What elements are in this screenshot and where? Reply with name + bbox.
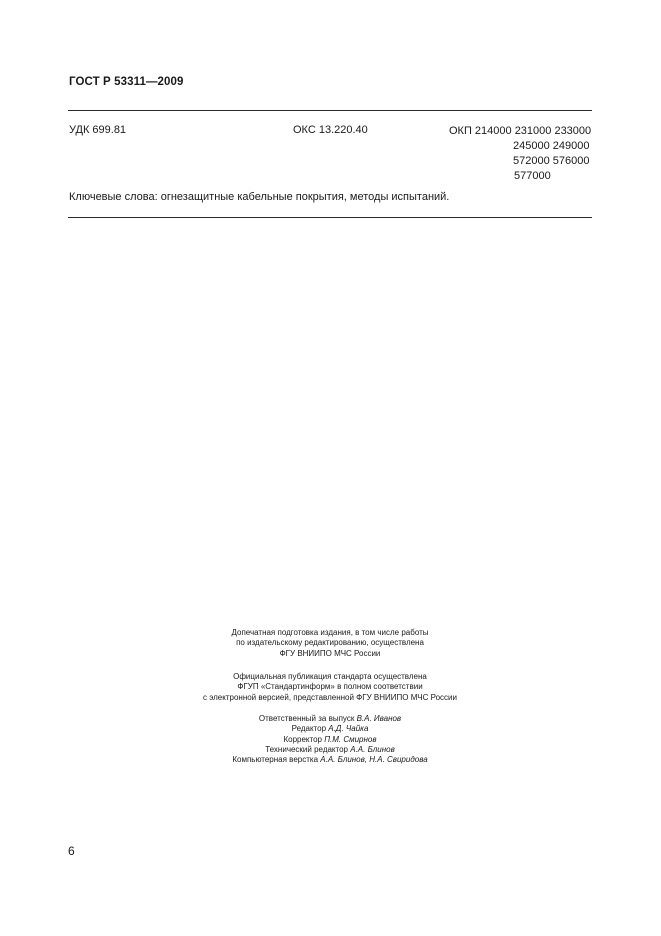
credit-role: Компьютерная верстка xyxy=(232,755,319,765)
top-divider xyxy=(68,110,592,111)
udk-code: УДК 699.81 xyxy=(69,124,127,136)
colophon-credits xyxy=(130,714,530,765)
okp-line: 577000 xyxy=(514,170,551,182)
okp-line: 245000 249000 xyxy=(513,140,590,152)
colophon-line: Допечатная подготовка издания, в том числе работы xyxy=(231,628,429,637)
colophon-line: Официальная публикация стандарта осуществлена xyxy=(233,672,427,681)
credit-role: Ответственный за выпуск xyxy=(258,714,355,723)
page-number: 6 xyxy=(68,844,75,858)
credit-role: Корректор xyxy=(283,734,322,744)
colophon-line: с электронной версией, представленной ФГУ ВНИИПО МЧС России xyxy=(203,692,457,702)
credit-role: Технический редактор xyxy=(265,744,348,754)
okp-line: 572000 576000 xyxy=(513,155,590,167)
credit-name: А.А. Блинов, Н.А. Свиридова xyxy=(320,755,428,765)
okp-codes xyxy=(449,124,594,184)
keywords-line: Ключевые слова: огнезащитные кабельные покрытия, методы испытаний. xyxy=(69,191,450,203)
credit-line xyxy=(130,735,530,745)
credit-line xyxy=(130,745,530,755)
bottom-divider xyxy=(68,217,592,218)
standard-designation: ГОСТ Р 53311—2009 xyxy=(69,76,184,88)
credit-name: А.А. Блинов xyxy=(350,744,395,754)
okp-line: ОКП 214000 231000 233000 xyxy=(449,125,592,137)
colophon-line: по издательскому редактированию, осуществлена xyxy=(236,638,424,648)
credit-line xyxy=(130,724,530,734)
colophon-line: ФГУП «Стандартинформ» в полном соответствии xyxy=(237,682,423,692)
credit-line xyxy=(130,714,530,724)
credit-role: Редактор xyxy=(291,724,327,734)
credit-name: В.А. Иванов xyxy=(356,714,402,723)
credit-line xyxy=(130,755,530,765)
oks-code: ОКС 13.220.40 xyxy=(293,124,368,136)
colophon-line: ФГУ ВНИИПО МЧС России xyxy=(279,648,381,658)
colophon-preparation xyxy=(130,628,530,659)
credit-name: А.Д. Чайка xyxy=(328,724,369,734)
colophon-publication xyxy=(130,672,530,703)
credit-name: П.М. Смирнов xyxy=(324,734,377,744)
